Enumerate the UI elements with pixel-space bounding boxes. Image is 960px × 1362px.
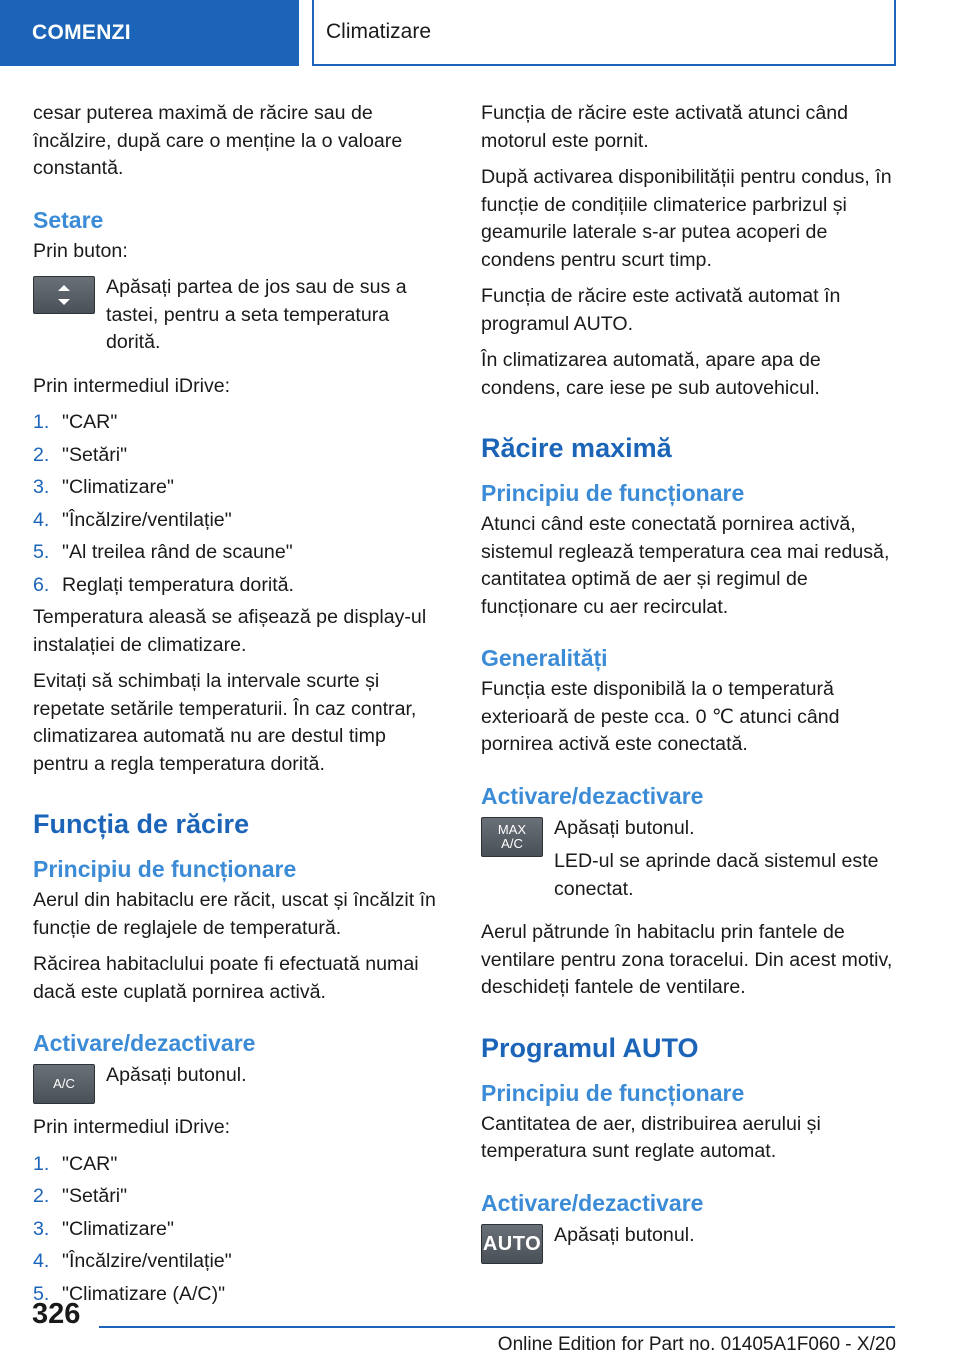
max-activation-heading: Activare/dezactivare [481, 782, 704, 809]
auto-press-text: Apăsați butonul. [554, 1223, 695, 1246]
general-paragraph: Funcția este disponibilă la o temperatură exterioară de peste cca. 0 ℃ atunci când pornirea activă este conectată. [481, 678, 840, 755]
cooling-heading: Funcția de răcire [33, 809, 250, 839]
auto-principle-paragraph: Cantitatea de aer, distribuirea aerului și temperatura sunt reglate automat. [481, 1112, 821, 1162]
list-item [33, 1281, 443, 1309]
step-number: 6. [33, 573, 50, 596]
setare-heading: Setare [33, 206, 104, 233]
step-number: 3. [33, 476, 50, 498]
maxac-key-row [481, 815, 899, 910]
temperature-key-text: Apăsați partea de jos sau de sus a tastei, pentru a seta temperatura dorită. [106, 276, 407, 353]
page-number: 326 [32, 1298, 81, 1330]
prin-buton-label: Prin buton: [33, 239, 128, 262]
auto-activation-heading: Activare/dezactivare [481, 1189, 704, 1216]
ac-press-text: Apăsați butonul. [106, 1064, 247, 1086]
step-number: 4. [33, 1250, 50, 1272]
max-cooling-heading: Răcire maximă [481, 433, 672, 463]
auto-program-paragraph: Funcția de răcire este activată automat în programul AUTO. [481, 285, 841, 335]
step-text: "Încălzire/ventilație" [62, 508, 232, 531]
step-number: 1. [33, 1152, 50, 1175]
temperature-display-paragraph: Temperatura aleasă se afișează pe display-ul instalației de climatizare. [33, 606, 427, 656]
ac-key-row [33, 1062, 443, 1104]
step-text: "CAR" [62, 411, 118, 433]
step-number: 5. [33, 541, 50, 563]
step-text: "Încălzire/ventilație" [62, 1250, 232, 1272]
ac-key-label: A/C [53, 1076, 75, 1091]
auto-key-label: AUTO [482, 1232, 542, 1255]
up-down-arrows-icon [52, 280, 76, 310]
footer-divider [99, 1326, 895, 1328]
step-text: Reglați temperatura dorită. [62, 573, 294, 596]
right-column [481, 100, 899, 1274]
max-principle-paragraph: Atunci când este conectată pornirea activă, sistemul reglează temperatura cea mai redusă, cantitatea optimă de aer și regimul de funcționare cu aer recirculat. [481, 513, 890, 618]
cooling-principle-p1: Aerul din habitaclu ere răcit, uscat și încălzit în funcție de reglajele de temperatură. [33, 889, 436, 939]
list-item [33, 572, 443, 600]
list-item [33, 507, 443, 535]
step-number: 4. [33, 508, 50, 531]
auto-principle-heading: Principiu de funcționare [481, 1079, 745, 1106]
list-item [33, 409, 443, 437]
step-text: "Climatizare (A/C)" [62, 1282, 226, 1305]
prin-idrive-label: Prin intermediul iDrive: [33, 374, 231, 397]
ac-button-icon [33, 1064, 95, 1104]
max-ac-button-icon [481, 817, 543, 857]
step-text: "CAR" [62, 1152, 118, 1175]
condensation-paragraph: După activarea disponibilității pentru condus, în funcție de condițiile climaterice parbrizul și geamurile laterale s-ar putea acoperi de condens pentru scurt timp. [481, 166, 892, 271]
auto-button-icon [481, 1224, 543, 1264]
maxac-press-text: Apăsați butonul. [554, 816, 695, 839]
step-text: "Al treilea rând de scaune" [62, 541, 293, 563]
list-item [33, 1248, 443, 1276]
list-item [33, 539, 443, 567]
temperature-rocker-icon [33, 276, 95, 314]
idrive-steps-list [33, 409, 443, 599]
intro-paragraph: cesar puterea maximă de răcire sau de încălzire, după care o menține la o valoare constantă. [33, 102, 403, 179]
section-label: COMENZI [32, 21, 131, 44]
step-number: 2. [33, 443, 50, 466]
edition-footer: Online Edition for Part no. 01405A1F060 - X/20 [497, 1334, 896, 1355]
step-number: 5. [33, 1282, 50, 1305]
step-text: "Setări" [62, 443, 128, 466]
auto-program-heading: Programul AUTO [481, 1032, 699, 1063]
left-column [33, 100, 443, 1313]
general-heading: Generalități [481, 645, 608, 671]
step-number: 3. [33, 1217, 50, 1240]
list-item [33, 1216, 443, 1244]
cooling-activation-heading: Activare/dezactivare [33, 1030, 256, 1056]
list-item [33, 1183, 443, 1211]
step-number: 2. [33, 1185, 50, 1207]
step-text: "Setări" [62, 1185, 128, 1207]
maxac-key-line2: A/C [501, 835, 523, 851]
list-item [33, 442, 443, 470]
chapter-title: Climatizare [326, 20, 432, 43]
maxac-key-line1: MAX [497, 821, 527, 837]
max-principle-heading: Principiu de funcționare [481, 480, 745, 506]
temperature-key-row [33, 274, 443, 363]
air-vents-paragraph: Aerul pătrunde în habitaclu prin fantele de ventilare pentru zona toracelui. Din acest motiv, deschideți fantele de ventilare. [481, 921, 893, 998]
list-item [33, 474, 443, 502]
step-text: "Climatizare" [62, 476, 174, 498]
chapter-box [312, 0, 896, 66]
cooling-active-paragraph: Funcția de răcire este activată atunci când motorul este pornit. [481, 102, 849, 152]
led-text: LED-ul se aprinde dacă sistemul este conectat. [554, 850, 879, 900]
condensate-water-paragraph: În climatizarea automată, apare apa de condens, care iese pe sub autovehicul. [481, 349, 821, 399]
avoid-changes-paragraph: Evitați să schimbați la intervale scurte și repetate setările temperaturii. În caz contrar, climatizarea automată nu are destul timp pentru a regla temperatura dorită. [33, 670, 417, 775]
cooling-principle-heading: Principiu de funcționare [33, 856, 297, 882]
auto-key-row [481, 1222, 899, 1264]
list-item [33, 1151, 443, 1179]
step-text: "Climatizare" [62, 1217, 174, 1240]
section-tab [0, 0, 299, 66]
idrive-steps-list-2 [33, 1151, 443, 1309]
step-number: 1. [33, 411, 50, 433]
prin-idrive-label-2: Prin intermediul iDrive: [33, 1116, 231, 1138]
cooling-principle-p2: Răcirea habitaclului poate fi efectuată numai dacă este cuplată pornirea activă. [33, 953, 419, 1003]
